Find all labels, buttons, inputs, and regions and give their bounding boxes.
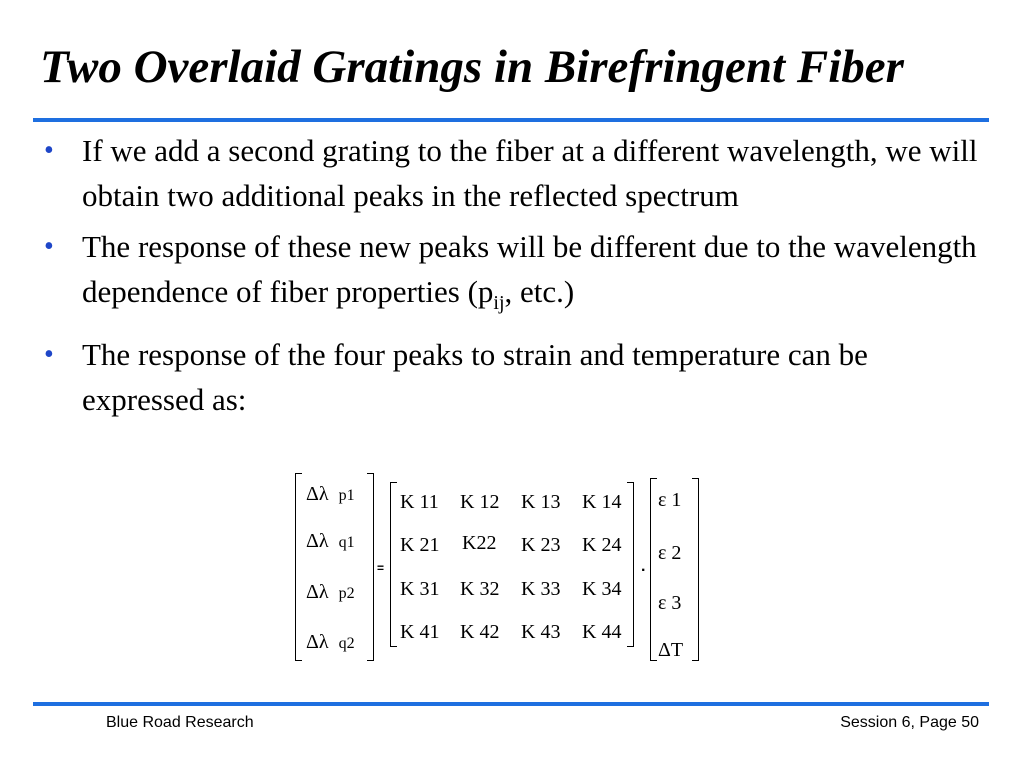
strain-temperature-matrix-equation [290,470,710,665]
bullet-item [44,224,994,326]
vector-entry: ε 1 [658,489,682,511]
footer-company: Blue Road Research [106,714,254,731]
matrix-entry: K 32 [460,578,500,600]
matrix-entry: K 23 [521,534,561,556]
footer-divider [33,702,989,706]
matrix-entry: K 33 [521,578,561,600]
equals-sign: = [377,561,385,575]
matrix-entry: K 24 [582,534,622,556]
title-divider [33,118,989,122]
bullet-subscript: ij [493,292,505,315]
matrix-left-bracket [390,482,397,647]
bullet-item [44,128,994,218]
bullet-item [44,332,994,422]
footer-page-number: Session 6, Page 50 [840,714,979,731]
bullet-text-end: , etc.) [504,274,575,309]
multiply-dot: . [641,558,646,575]
matrix-entry: K 42 [460,621,500,643]
bullet-text: If we add a second grating to the fiber at a different wavelength, we will obtain two additional peaks in the reflected spectrum [82,133,978,213]
matrix-entry: K 43 [521,621,561,643]
vector-entry: ε 3 [658,592,682,614]
matrix-entry: K 41 [400,621,440,643]
vector-entry: ε 2 [658,542,682,564]
bullet-marker: • [44,231,54,262]
lhs-right-bracket [367,473,374,661]
vector-right-bracket [692,478,699,661]
matrix-entry: K22 [462,532,497,554]
matrix-entry: K 11 [400,491,439,513]
lhs-entry: Δλ q2 [306,631,355,653]
matrix-right-bracket [627,482,634,647]
lhs-entry: Δλ p2 [306,581,355,603]
bullet-text: The response of the four peaks to strain and temperature can be expressed as: [82,337,868,418]
bullet-marker: • [44,135,54,166]
lhs-left-bracket [295,473,302,661]
bullet-text-start: The response of these new peaks will be different due to the wavelength dependence of fiber properties (p [82,229,977,309]
matrix-entry: K 44 [582,621,622,643]
matrix-entry: K 14 [582,491,622,513]
matrix-entry: K 21 [400,534,440,556]
matrix-entry: K 13 [521,491,561,513]
vector-left-bracket [650,478,657,661]
bullet-marker: • [44,339,54,371]
bullet-list [44,128,994,428]
bullet-text [82,229,977,315]
slide-title: Two Overlaid Gratings in Birefringent Fiber [40,41,904,93]
lhs-entry: Δλ q1 [306,530,355,552]
matrix-entry: K 12 [460,491,500,513]
vector-entry: ΔT [658,639,684,661]
matrix-entry: K 31 [400,578,440,600]
matrix-entry: K 34 [582,578,622,600]
lhs-entry: Δλ p1 [306,483,355,505]
